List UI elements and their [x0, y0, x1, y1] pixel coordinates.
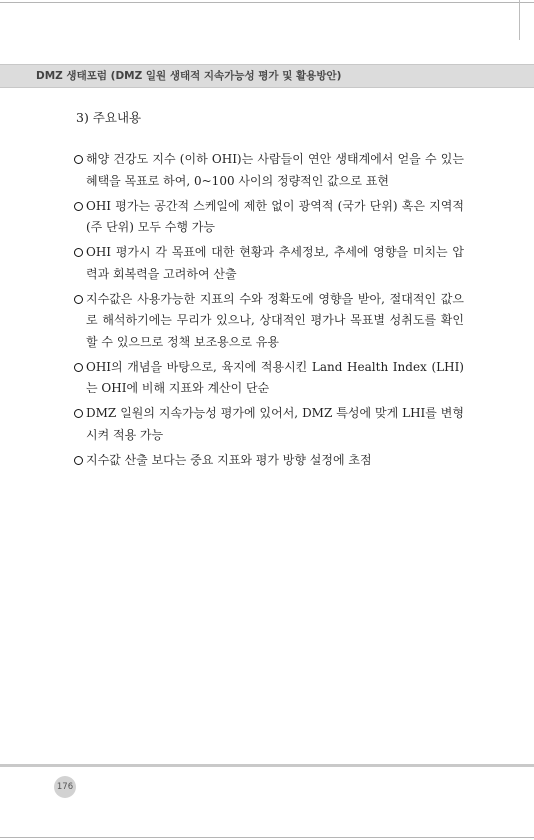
bullet-item [74, 357, 464, 400]
hollow-circle-bullet-icon [74, 363, 83, 372]
hollow-circle-bullet-icon [74, 155, 83, 164]
bullet-item [74, 149, 464, 192]
section-heading: 3) 주요내용 [76, 110, 142, 125]
hollow-circle-bullet-icon [74, 409, 83, 418]
running-header [0, 64, 534, 88]
hollow-circle-bullet-icon [74, 248, 83, 257]
bullet-item [74, 450, 464, 472]
bullet-text: 지수값은 사용가능한 지표의 수와 정확도에 영향을 받아, 절대적인 값으로 해석하기에는 무리가 있으나, 상대적인 평가나 목표별 성취도를 확인할 수 있으므로 정책 보조용으로 유용 [86, 291, 464, 349]
bullet-item [74, 289, 464, 354]
bullet-text: 지수값 산출 보다는 중요 지표와 평가 방향 설정에 초점 [86, 452, 372, 467]
bullet-text: OHI 평가시 각 목표에 대한 현황과 추세정보, 추세에 영향을 미치는 압력과 회복력을 고려하여 산출 [86, 245, 464, 281]
bullet-list [74, 149, 464, 475]
hollow-circle-bullet-icon [74, 456, 83, 465]
top-border-line [0, 2, 534, 3]
hollow-circle-bullet-icon [74, 295, 83, 304]
bullet-text: DMZ 일원의 지속가능성 평가에 있어서, DMZ 특성에 맞게 LHI를 변형시켜 적용 가능 [86, 406, 464, 442]
page-number-badge: 176 [54, 776, 76, 798]
bottom-border-line [0, 837, 534, 838]
bullet-text: OHI 평가는 공간적 스케일에 제한 없이 광역적 (국가 단위) 혹은 지역적 (주 단위) 모두 수행 가능 [86, 198, 464, 234]
bullet-item [74, 196, 464, 239]
bullet-text: OHI의 개념을 바탕으로, 육지에 적용시킨 Land Health Index (LHI)는 OHI에 비해 지표와 계산이 단순 [86, 359, 464, 395]
hollow-circle-bullet-icon [74, 202, 83, 211]
bullet-item [74, 242, 464, 285]
bullet-text: 해양 건강도 지수 (이하 OHI)는 사람들이 연안 생태계에서 얻을 수 있는 혜택을 목표로 하여, 0~100 사이의 정량적인 값으로 표현 [86, 152, 464, 188]
footer-divider [0, 764, 534, 767]
bullet-item [74, 403, 464, 446]
crop-mark [519, 0, 528, 40]
running-header-title: DMZ 생태포럼 (DMZ 일원 생태적 지속가능성 평가 및 활용방안) [36, 70, 342, 82]
